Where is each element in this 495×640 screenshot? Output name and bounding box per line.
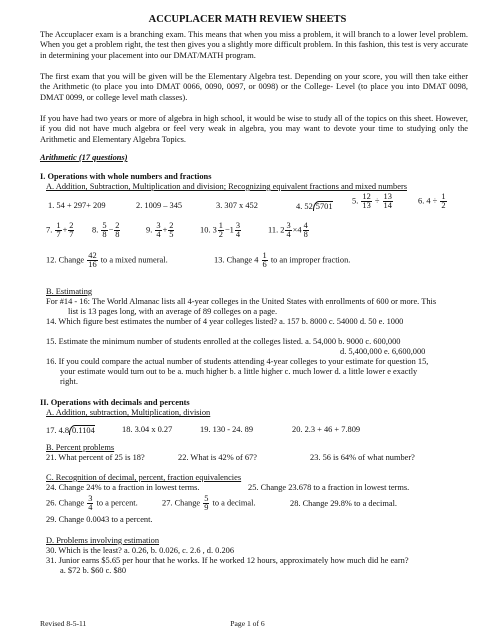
problem-3: 3. 307 x 452	[216, 201, 258, 210]
numerator: 1	[262, 251, 267, 260]
section-2a-text: A. Addition, subtraction, Multiplication, division	[46, 408, 211, 417]
problem-24: 24. Change 24% to a fraction in lowest terms.	[46, 483, 200, 492]
problem-26-label: 26. Change	[46, 498, 85, 508]
denominator: 4	[88, 503, 93, 512]
operator: −	[108, 225, 114, 235]
problem-4-dividend: 5701	[313, 201, 333, 211]
denominator: 13	[362, 201, 371, 210]
section-1b-heading	[46, 287, 92, 297]
intro-paragraph-2: The first exam that you will be given will be the Elementary Algebra test. Depending on your score, you will then take either the Arithmetic (to place you into DMAT 0066, 0090, 0097, or 0098) or the College- Level (to place you into DMAT 0098, DMAT 0099, or college level math classes).	[40, 72, 468, 102]
problem-5-label: 5.	[352, 196, 359, 206]
numerator: 3	[156, 221, 161, 230]
section-2d-text: D. Problems involving estimation	[46, 536, 160, 545]
numerator: 3	[88, 494, 93, 503]
problem-27	[162, 495, 256, 512]
section-2c-heading	[46, 473, 241, 483]
section-2b-text: B. Percent problems	[46, 443, 115, 452]
intro-paragraph-3: If you have had two years or more of algebra in high school, it would be wise to study all of the topics on this sheet. However, if you did not have much algebra or feel very weak in algebra, you may want to devote your time to studying only the Arithmetic and Elementary Algebra Topics.	[40, 114, 468, 144]
problem-29: 29. Change 0.0043 to a percent.	[46, 515, 153, 524]
numerator: 3	[235, 221, 241, 230]
problem-10-label: 10. 3	[200, 225, 217, 235]
denominator: 5	[169, 230, 174, 239]
fraction	[383, 193, 393, 210]
fraction	[101, 222, 107, 239]
section-2-heading: II. Operations with decimals and percents	[40, 398, 190, 407]
problem-10	[200, 222, 242, 239]
fraction	[285, 222, 291, 239]
section-2a-heading	[46, 408, 210, 418]
problem-5	[352, 193, 394, 210]
problem-2: 2. 1009 – 345	[136, 201, 183, 210]
operator: ×4	[292, 225, 302, 235]
problem-15-options: d. 5,400,000 e. 6,600,000	[340, 347, 426, 356]
numerator: 5	[204, 494, 209, 503]
problem-4-divisor: 4. 52	[296, 202, 313, 211]
section-1-heading: I. Operations with whole numbers and fractions	[40, 172, 212, 181]
problem-14: 14. Which figure best estimates the number of 4 year colleges listed? a. 157 b. 8000 c. 54000 d. 50 e. 1000	[46, 317, 404, 326]
numerator: 1	[56, 221, 61, 230]
problem-26	[46, 495, 138, 512]
problem-7	[46, 222, 75, 239]
problem-26-text: to a percent.	[96, 498, 138, 508]
intro-paragraph-1: The Accuplacer exam is a branching exam. This means that when you miss a problem, it will branch to a lower level problem. When you get a problem right, the test then gives you a slightly more difficult problem. In this fashion, this test is very accurate in determining your placement into our DMAT/MATH program.	[40, 30, 468, 60]
denominator: 2	[441, 201, 446, 210]
operator: +	[162, 225, 168, 235]
denominator: 6	[262, 260, 267, 269]
problem-15: 15. Estimate the minimum number of students enrolled at the colleges listed. a. 54,000 b. 9000 c. 600,000	[46, 337, 401, 346]
problem-13	[214, 252, 350, 269]
problem-6	[418, 193, 448, 210]
numerator: 1	[441, 192, 446, 201]
problem-25: 25. Change 23.678 to a fraction in lowest terms.	[248, 483, 410, 492]
fraction	[87, 252, 97, 269]
fraction	[218, 222, 224, 239]
fraction	[87, 495, 93, 512]
footer-page-number: Page 1 of 6	[230, 619, 265, 628]
denominator: 4	[286, 230, 291, 239]
fraction	[440, 193, 446, 210]
numerator: 3	[286, 221, 291, 230]
problem-31: 31. Junior earns $5.65 per hour that he works. If he worked 12 hours, approximately how much did he earn?	[46, 556, 409, 565]
problem-8-label: 8.	[92, 225, 99, 235]
problem-18: 18. 3.04 x 0.27	[122, 425, 173, 434]
problem-17-divisor: 17. 4.8	[46, 426, 70, 435]
problem-13-text: to an improper fraction.	[270, 255, 351, 265]
fraction	[203, 495, 209, 512]
problem-23: 23. 56 is 64% of what number?	[310, 453, 415, 462]
denominator: 7	[56, 230, 61, 239]
section-1a-text: A. Addition, Subtraction, Multiplication and division; Recognizing equivalent fractions and mixed numbers	[46, 182, 407, 191]
estimating-intro-line-2: list is 13 pages long, with an average of 89 colleges on a page.	[68, 307, 278, 316]
fraction	[68, 222, 74, 239]
fraction	[262, 252, 268, 269]
numerator: 2	[69, 221, 74, 230]
section-2b-heading	[46, 443, 114, 453]
problem-28: 28. Change 29.8% to a decimal.	[290, 499, 397, 508]
problem-19: 19. 130 - 24. 89	[200, 425, 254, 434]
problem-27-label: 27. Change	[162, 498, 201, 508]
problem-12-text: to a mixed numeral.	[100, 255, 168, 265]
numerator: 1	[218, 221, 223, 230]
section-2d-heading	[46, 536, 159, 546]
problem-12	[46, 252, 168, 269]
section-1a-heading	[46, 182, 407, 192]
fraction	[155, 222, 161, 239]
denominator: 8	[115, 230, 120, 239]
denominator: 9	[204, 503, 209, 512]
section-2c-text: C. Recognition of decimal, percent, fraction equivalencies	[46, 473, 242, 482]
fraction	[235, 222, 241, 239]
problem-1: 1. 54 + 297+ 209	[48, 201, 106, 210]
denominator: 4	[156, 230, 161, 239]
fraction	[114, 222, 120, 239]
denominator: 2	[218, 230, 223, 239]
denominator: 14	[383, 201, 392, 210]
problem-16-line-3: right.	[60, 377, 78, 386]
denominator: 4	[235, 230, 241, 239]
problem-16-line-2: your estimate would turn out to be a. much higher b. a little higher c. much lower d. a little lower e exactly	[60, 367, 418, 376]
problem-8	[92, 222, 121, 239]
numerator: 2	[115, 221, 120, 230]
problem-9	[146, 222, 175, 239]
operator: −1	[224, 225, 234, 235]
problem-21: 21. What percent of 25 is 18?	[46, 453, 145, 462]
problem-12-label: 12. Change	[46, 255, 85, 265]
estimating-intro-line-1: For #14 - 16: The World Almanac lists all 4-year colleges in the United States with enrollments of 600 or more. This	[46, 297, 437, 306]
denominator: 16	[88, 260, 97, 269]
problem-17-dividend: 0.1104	[69, 425, 95, 435]
numerator: 5	[102, 221, 107, 230]
denominator: 8	[303, 230, 308, 239]
fraction	[361, 193, 371, 210]
problem-4	[296, 201, 333, 212]
operator: ÷	[374, 196, 380, 206]
problem-20: 20. 2.3 + 46 + 7.809	[292, 425, 361, 434]
problem-9-label: 9.	[146, 225, 153, 235]
operator: +	[62, 225, 68, 235]
denominator: 7	[69, 230, 74, 239]
footer-revised: Revised 8-5-11	[40, 619, 87, 628]
numerator: 42	[88, 251, 97, 260]
numerator: 13	[383, 192, 392, 201]
fraction	[303, 222, 309, 239]
numerator: 12	[362, 192, 371, 201]
problem-27-text: to a decimal.	[212, 498, 256, 508]
arithmetic-heading: Arithmetic (17 questions)	[40, 153, 128, 162]
problem-11	[268, 222, 310, 239]
denominator: 8	[102, 230, 107, 239]
problem-16-line-1: 16. If you could compare the actual number of students attending 4-year colleges to your estimate for question 15,	[46, 357, 429, 366]
problem-11-label: 11. 2	[268, 225, 285, 235]
fraction	[168, 222, 174, 239]
section-1b-text: B. Estimating	[46, 287, 93, 296]
problem-31-options: a. $72 b. $60 c. $80	[60, 566, 127, 575]
problem-17	[46, 425, 95, 436]
problem-13-label: 13. Change 4	[214, 255, 259, 265]
numerator: 2	[169, 221, 174, 230]
fraction	[55, 222, 61, 239]
problem-6-label: 6. 4 ÷	[418, 196, 438, 206]
problem-22: 22. What is 42% of 67?	[178, 453, 257, 462]
page-title: ACCUPLACER MATH REVIEW SHEETS	[148, 14, 347, 25]
numerator: 4	[303, 221, 308, 230]
problem-30: 30. Which is the least? a. 0.26, b. 0.026, c. 2.6 , d. 0.206	[46, 546, 235, 555]
problem-7-label: 7.	[46, 225, 53, 235]
